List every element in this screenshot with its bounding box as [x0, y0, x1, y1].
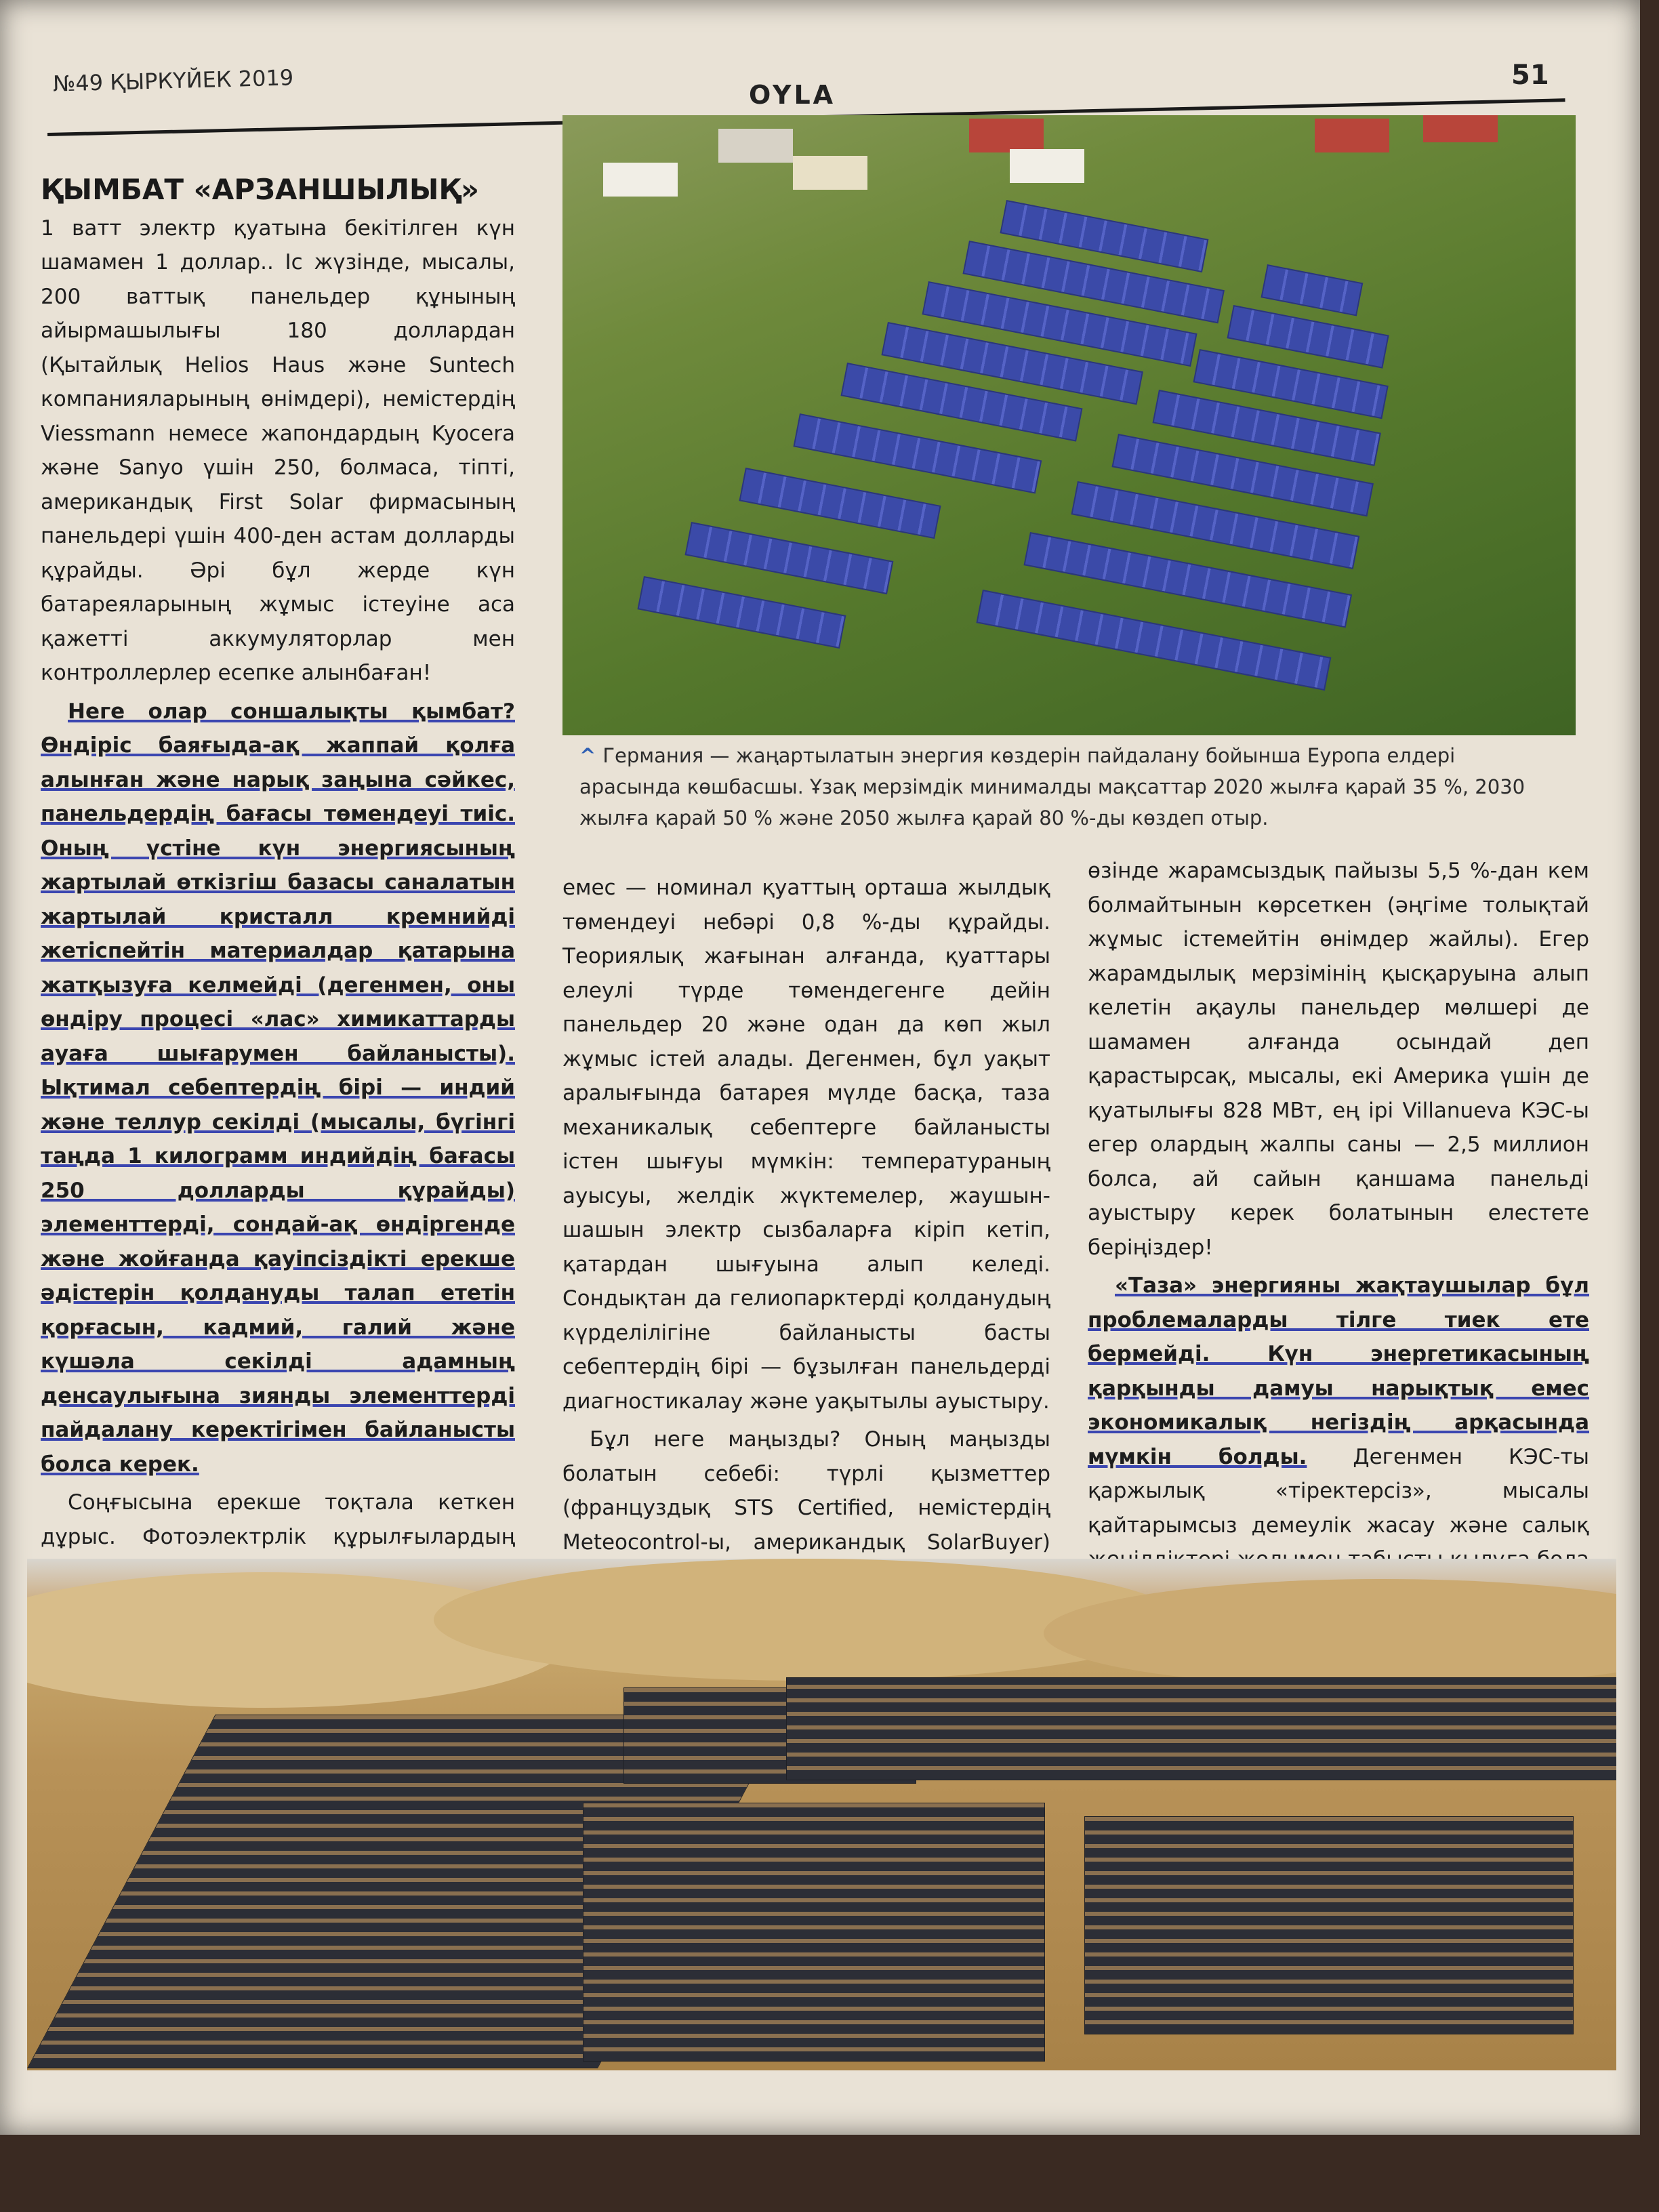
highlighted-sentence: «Таза» энергияны жақтаушылар бұл проблемаларды тілге тиек ете бермейді. Күн энергетикасының қарқынды дамуы нарықтық емес экономикалық негіздің арқасында мүмкін болды. [1088, 1273, 1589, 1469]
solar-panel-field [583, 1803, 1045, 2062]
paragraph: Соңғысына ерекше тоқтала кеткен дұрыс. Фотоэлектрлік құрылғылардың [41, 1490, 515, 1549]
caption-text: Германия — жаңартылатын энергия көздерін пайдалану бойынша Еуропа елдері арасында көшбасшы. Ұзақ мерзімдік минималды мақсаттар 2020 жылға қарай 35 %, 2030 жылға қарай 50 % және 2050 жылға қарай 80 %-ды көздеп отыр. [579, 744, 1525, 830]
paragraph: 1 ватт электр қуатына бекітілген күн шамамен 1 доллар.. Іс жүзінде, мысалы, 200 ваттық панельдер құнының айырмашылығы 180 доллардан (Қытайлық Helios Haus және Suntech компанияларының өнімдері), немістердің Viessmann немесе жапондардың Kyocera және Sanyo үшін 250, болмаса, тіпті, американдық First Solar фирмасының панельдері үшін 400-ден астам долларды құрайды. Әрі бұл жерде күн батареяларының жұмыс істеуіне аса қажетті аккумуляторлар мен контроллерлер есепке алынбаған! [41, 216, 515, 685]
article-column-2 [562, 871, 1050, 1598]
solar-panel-field [786, 1677, 1616, 1780]
house-illustration [1423, 115, 1498, 142]
solar-panel-row [1261, 264, 1363, 316]
issue-label: №49 ҚЫРКҮЙЕК 2019 [52, 64, 294, 97]
house-illustration [793, 156, 867, 190]
house-illustration [1010, 149, 1084, 183]
house-illustration [603, 163, 678, 197]
magazine-logo: OYLA [749, 80, 836, 110]
solar-panel-row [739, 468, 941, 539]
house-illustration [718, 129, 793, 163]
solar-farm-photo-germany [562, 115, 1576, 735]
paragraph: өзінде жарамсыздық пайызы 5,5 %-дан кем болмайтынын көрсеткен (әңгіме толықтай жұмыс істемейтін өнімдер жайлы). Егер жарамдылық мерзімінің қысқаруына алып келетін ақаулы панельдер мөлшері де шамамен алғанда осындай деп қарастырсақ, мысалы, екі Америка үшін де қуатылығы 828 МВт, ең ірі Villanueva КЭС-ы егер олардың жалпы саны — 2,5 миллион болса, ай сайын қаншама панельді ауыстыру керек болатынын елестете беріңіздер! [1088, 859, 1589, 1260]
caret-up-icon: ^ [579, 744, 596, 767]
paragraph-highlighted: Неге олар соншалықты қымбат? Өндіріс баяғыда-ақ жаппай қолға алынған және нарық заңына сәйкес, панельдердің бағасы төмендеуі тиіс. Оның үстіне күн энергиясының жартылай өткізгіш базасы саналатын жартылай кристалл кремнийді жетіспейтін материалдар қатарына жатқызуға келмейді (дегенмен, оны өндіру процесі «лас» химикаттарды ауаға шығарумен байланысты). Ықтимал себептердің бірі — индий және теллур секілді (мысалы, бүгінгі таңда 1 килограмм индийдің бағасы 250 долларды құрайды) элементтерді, сондай-ақ өндіргенде және жойғанда қауіпсіздікті ерекше әдістерін қолдануды талап ететін қорғасын, кадмий, галий және күшәла секілді адамның денсаулығына зиянды элементтерді пайдалану керектігімен байланысты болса керек. [41, 699, 515, 1477]
article-column-3 [1088, 854, 1589, 1615]
solar-panel-row [684, 522, 893, 594]
page-number: 51 [1511, 60, 1549, 91]
solar-plant-photo-desert [27, 1559, 1616, 2070]
paragraph: емес — номинал қуаттың орташа жылдық төмендеуі небәрі 0,8 %-ды құрайды. Теориялық жағынан алғанда, қуаттары елеулі түрде төмендегенге дейін панельдер 20 және одан да көп жыл жұмыс істей алады. Дегенмен, бұл уақыт аралығында батарея мүлде басқа, таза механикалық себептерге байланысты істен шығуы мүмкін: температураның ауысуы, желдік жүктемелер, жаушын-шашын электр сызбаларға кіріп кетіп, қатардан шығуына алып келеді. Сондықтан да гелиопарктерді қолданудың күрделілігіне байланысты басты себептердің бірі — бұзылған панельдерді диагностикалау және уақытылы ауыстыру. [562, 876, 1050, 1414]
section-heading: ҚЫМБАТ «АРЗАНШЫЛЫҚ» [41, 173, 480, 206]
paragraph: Бұл неге маңызды? Оның маңызды болатын себебі: түрлі қызметтер (француздық STS Certified, немістердің Meteocontrol-ы, американдық SolarBuyer) [562, 1427, 1050, 1555]
article-column-1 [41, 173, 515, 1626]
paragraph-rest: Дегенмен КЭС-ты қаржылық «тіректерсіз», мысалы қайтарымсыз демеулік жасау және салық [1088, 1444, 1590, 1538]
house-illustration [1315, 119, 1389, 152]
house-illustration [969, 119, 1044, 152]
solar-panel-row [637, 576, 846, 649]
photo-caption [579, 740, 1542, 834]
solar-panel-field [1084, 1816, 1574, 2034]
